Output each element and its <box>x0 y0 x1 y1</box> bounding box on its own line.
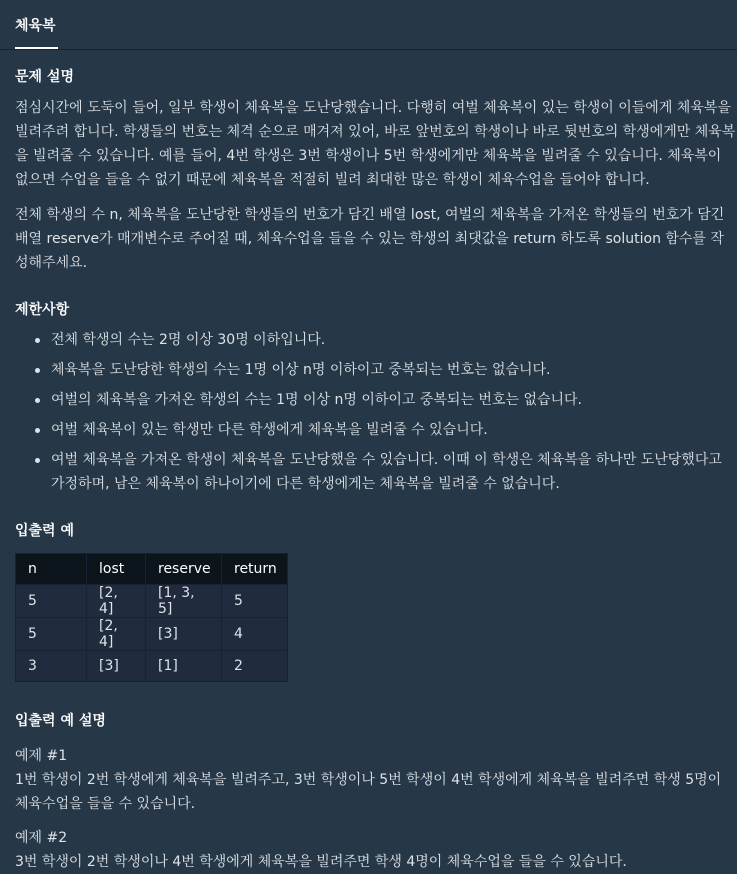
limits-heading: 제한사항 <box>15 302 70 318</box>
table-cell: 3 <box>16 651 87 682</box>
column-header: lost <box>87 554 146 585</box>
table-cell: [1] <box>146 651 222 682</box>
problem-content <box>0 50 737 874</box>
column-header: reserve <box>146 554 222 585</box>
table-cell: 2 <box>222 651 288 682</box>
column-header: n <box>16 554 87 585</box>
table-cell: [2, 4] <box>87 618 146 651</box>
table-row <box>16 651 288 682</box>
tab-bar <box>0 0 737 50</box>
io-heading: 입출력 예 <box>15 523 74 539</box>
limit-item: 전체 학생의 수는 2명 이상 30명 이하입니다. <box>51 328 737 352</box>
table-cell: [3] <box>87 651 146 682</box>
io-table <box>15 553 288 682</box>
column-header: return <box>222 554 288 585</box>
table-cell: [2, 4] <box>87 585 146 618</box>
table-cell: [3] <box>146 618 222 651</box>
table-cell: 4 <box>222 618 288 651</box>
example-title: 예제 #1 <box>15 748 68 764</box>
example-text: 3번 학생이 2번 학생이나 4번 학생에게 체육복을 빌려주면 학생 4명이 체육수업을 들을 수 있습니다. <box>15 854 627 870</box>
io-explanation-heading: 입출력 예 설명 <box>15 713 106 729</box>
example-title: 예제 #2 <box>15 830 68 846</box>
limit-item: 여벌 체육복을 가져온 학생이 체육복을 도난당했을 수 있습니다. 이때 이 학생은 체육복을 하나만 도난당했다고 가정하며, 남은 체육복이 하나이기에 다른 학생에게는 체육복을 빌려줄 수 없습니다. <box>51 448 737 496</box>
table-row <box>16 585 288 618</box>
limits-list <box>15 328 722 496</box>
limit-item: 체육복을 도난당한 학생의 수는 1명 이상 n명 이하이고 중복되는 번호는 없습니다. <box>51 358 737 382</box>
table-cell: 5 <box>16 585 87 618</box>
limit-item: 여벌 체육복이 있는 학생만 다른 학생에게 체육복을 빌려줄 수 있습니다. <box>51 418 737 442</box>
table-cell: 5 <box>16 618 87 651</box>
table-cell: 5 <box>222 585 288 618</box>
tab-problem[interactable]: 체육복 <box>15 0 58 49</box>
limit-item: 여벌의 체육복을 가져온 학생의 수는 1명 이상 n명 이하이고 중복되는 번호는 없습니다. <box>51 388 737 412</box>
description-paragraph: 전체 학생의 수 n, 체육복을 도난당한 학생들의 번호가 담긴 배열 lost, 여벌의 체육복을 가져온 학생들의 번호가 담긴 배열 reserve가 매개변수로 주어질 때, 체육수업을 들을 수 있는 학생의 최댓값을 return 하도록 solution 함수를 작성해주세요. <box>15 207 725 271</box>
table-row <box>16 618 288 651</box>
description-heading: 문제 설명 <box>15 69 74 85</box>
table-cell: [1, 3, 5] <box>146 585 222 618</box>
table-header-row <box>16 554 288 585</box>
description-paragraph: 점심시간에 도둑이 들어, 일부 학생이 체육복을 도난당했습니다. 다행히 여벌 체육복이 있는 학생이 이들에게 체육복을 빌려주려 합니다. 학생들의 번호는 체격 순으로 매겨져 있어, 바로 앞번호의 학생이나 바로 뒷번호의 학생에게만 체육복을 빌려줄 수 있습니다. 예를 들어, 4번 학생은 3번 학생이나 5번 학생에게만 체육복을 빌려줄 수 있습니다. 체육복이 없으면 수업을 들을 수 없기 때문에 체육복을 적절히 빌려 최대한 많은 학생이 체육수업을 들어야 합니다. <box>15 100 736 188</box>
example-text: 1번 학생이 2번 학생에게 체육복을 빌려주고, 3번 학생이나 5번 학생이 4번 학생에게 체육복을 빌려주면 학생 5명이 체육수업을 들을 수 있습니다. <box>15 772 722 812</box>
